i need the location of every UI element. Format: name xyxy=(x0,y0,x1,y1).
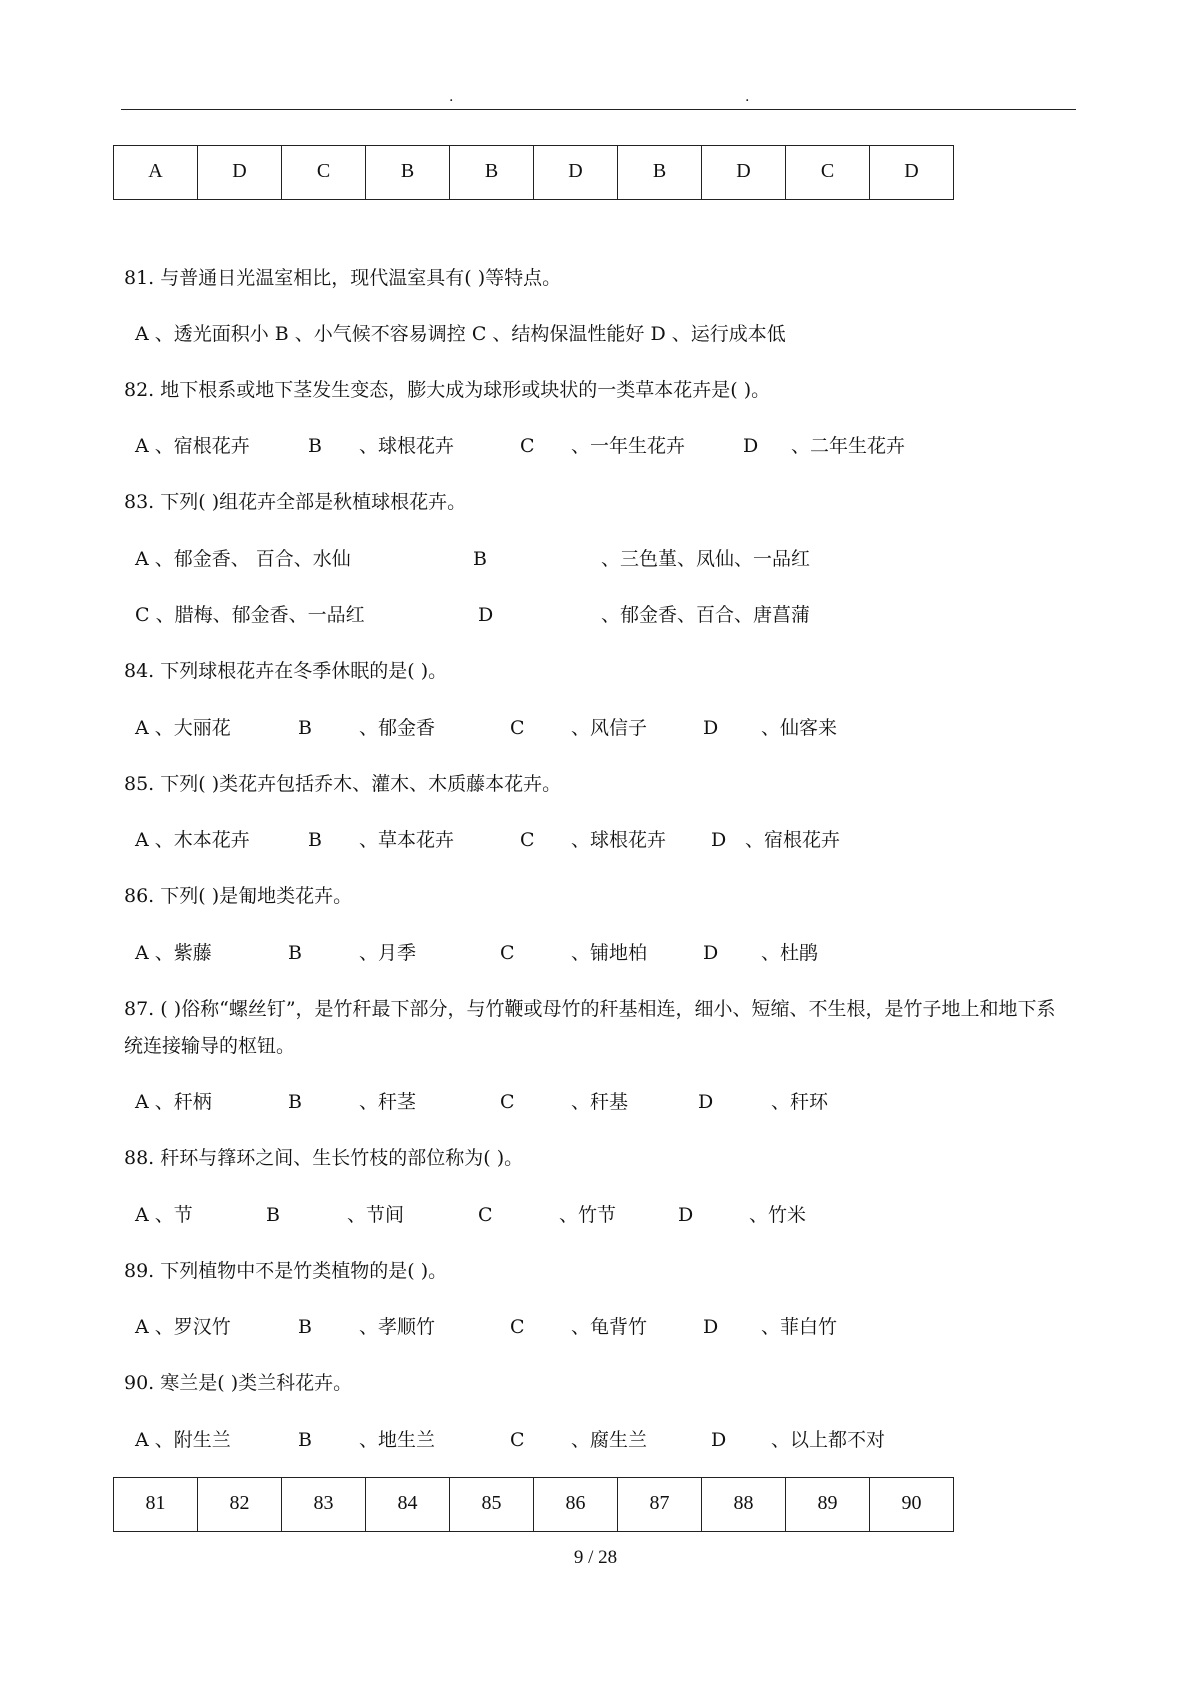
number-cell: 81 xyxy=(114,1478,198,1532)
number-cell: 82 xyxy=(198,1478,282,1532)
options-84 xyxy=(135,717,935,741)
option-d: 、宿根花卉 xyxy=(745,829,841,851)
page-header xyxy=(0,90,1191,110)
option-d: 、菲白竹 xyxy=(761,1316,838,1338)
option-b: 、孝顺竹 xyxy=(359,1316,436,1338)
option-b: 、三色堇、凤仙、一品红 xyxy=(601,548,811,570)
option-b-letter: B xyxy=(308,829,322,851)
options-85 xyxy=(135,829,935,853)
answer-cell: B xyxy=(450,146,534,200)
option-c: 、秆基 xyxy=(571,1091,629,1113)
option-b-letter: B xyxy=(266,1204,280,1226)
answer-cell: D xyxy=(534,146,618,200)
option-c: 、铺地柏 xyxy=(571,942,648,964)
option-c: 、风信子 xyxy=(571,717,648,739)
answer-cell: B xyxy=(618,146,702,200)
option-a: A 、木本花卉 xyxy=(135,829,250,851)
option-c-letter: C xyxy=(520,435,535,457)
option-b-letter: B xyxy=(473,548,487,570)
answer-cell: D xyxy=(702,146,786,200)
option-c-letter: C xyxy=(500,942,515,964)
options-82 xyxy=(135,435,935,459)
options-88 xyxy=(135,1204,935,1228)
option-d: 、仙客来 xyxy=(761,717,838,739)
number-cell: 84 xyxy=(366,1478,450,1532)
option-d-letter: D xyxy=(678,1204,694,1226)
question-82: 82. 地下根系或地下茎发生变态，膨大成为球形或块状的一类草本花卉是( )。 xyxy=(124,379,771,401)
option-b-letter: B xyxy=(288,942,302,964)
option-d-letter: D xyxy=(711,829,727,851)
question-90: 90. 寒兰是( )类兰科花卉。 xyxy=(124,1372,353,1394)
option-c-letter: C xyxy=(520,829,535,851)
options-87 xyxy=(135,1091,935,1115)
option-c: C 、腊梅、郁金香、一品红 xyxy=(135,604,365,626)
option-d: 、竹米 xyxy=(749,1204,807,1226)
option-d: 、秆环 xyxy=(771,1091,829,1113)
option-d-letter: D xyxy=(743,435,759,457)
answer-cell: B xyxy=(366,146,450,200)
question-86: 86. 下列( )是匍地类花卉。 xyxy=(124,885,353,907)
page-number: 9 / 28 xyxy=(573,1547,618,1568)
option-b: 、月季 xyxy=(359,942,417,964)
option-a: A 、秆柄 xyxy=(135,1091,212,1113)
header-rule xyxy=(121,109,1076,110)
option-a: A 、郁金香、 百合、水仙 xyxy=(135,548,351,570)
option-c-letter: C xyxy=(510,1429,525,1451)
number-cell: 85 xyxy=(450,1478,534,1532)
number-cell: 86 xyxy=(534,1478,618,1532)
question-84: 84. 下列球根花卉在冬季休眠的是( )。 xyxy=(124,660,448,682)
options-83-row1 xyxy=(135,548,935,572)
option-a: A 、紫藤 xyxy=(135,942,212,964)
option-b: 、草本花卉 xyxy=(359,829,455,851)
option-b-letter: B xyxy=(298,717,312,739)
option-c: 、球根花卉 xyxy=(571,829,667,851)
number-cell: 88 xyxy=(702,1478,786,1532)
question-83: 83. 下列( )组花卉全部是秋植球根花卉。 xyxy=(124,491,467,513)
number-cell: 83 xyxy=(282,1478,366,1532)
options-90 xyxy=(135,1429,935,1453)
option-c-letter: C xyxy=(478,1204,493,1226)
option-c-letter: C xyxy=(510,717,525,739)
answer-cell: D xyxy=(198,146,282,200)
options-86 xyxy=(135,942,935,966)
option-d: 、杜鹃 xyxy=(761,942,819,964)
header-dot-right: . xyxy=(745,89,750,105)
options-81: A 、透光面积小 B 、小气候不容易调控 C 、结构保温性能好 D 、运行成本低 xyxy=(135,323,786,345)
table-row xyxy=(114,1478,954,1532)
option-b: 、地生兰 xyxy=(359,1429,436,1451)
option-c: 、龟背竹 xyxy=(571,1316,648,1338)
answer-table xyxy=(113,145,954,200)
option-b-letter: B xyxy=(308,435,322,457)
option-d: 、郁金香、百合、唐菖蒲 xyxy=(601,604,811,626)
options-83-row2 xyxy=(135,604,935,628)
option-a: A 、罗汉竹 xyxy=(135,1316,231,1338)
number-cell: 89 xyxy=(786,1478,870,1532)
option-b-letter: B xyxy=(298,1316,312,1338)
option-a: A 、附生兰 xyxy=(135,1429,231,1451)
answer-cell: A xyxy=(114,146,198,200)
option-a: A 、大丽花 xyxy=(135,717,231,739)
answer-cell: D xyxy=(870,146,954,200)
option-a: A 、节 xyxy=(135,1204,193,1226)
option-b-letter: B xyxy=(298,1429,312,1451)
option-d-letter: D xyxy=(703,942,719,964)
option-b: 、节间 xyxy=(347,1204,405,1226)
option-c: 、竹节 xyxy=(559,1204,617,1226)
option-d: 、二年生花卉 xyxy=(791,435,906,457)
answer-cell: C xyxy=(786,146,870,200)
number-cell: 90 xyxy=(870,1478,954,1532)
option-d-letter: D xyxy=(711,1429,727,1451)
header-dot-left: . xyxy=(449,89,454,105)
question-number-table xyxy=(113,1477,954,1532)
question-87: 87. ( )俗称“螺丝钉”，是竹秆最下部分，与竹鞭或母竹的秆基相连，细小、短缩、不生根，是竹子地上和地下系统连接输导的枢钮。 xyxy=(124,998,1056,1057)
option-b: 、秆茎 xyxy=(359,1091,417,1113)
option-d-letter: D xyxy=(703,1316,719,1338)
option-b: 、郁金香 xyxy=(359,717,436,739)
question-85: 85. 下列( )类花卉包括乔木、灌木、木质藤本花卉。 xyxy=(124,773,562,795)
option-d: 、以上都不对 xyxy=(771,1429,886,1451)
number-cell: 87 xyxy=(618,1478,702,1532)
option-c-letter: C xyxy=(510,1316,525,1338)
table-row xyxy=(114,146,954,200)
option-d-letter: D xyxy=(703,717,719,739)
option-c-letter: C xyxy=(500,1091,515,1113)
option-b: 、球根花卉 xyxy=(359,435,455,457)
answer-cell: C xyxy=(282,146,366,200)
option-b-letter: B xyxy=(288,1091,302,1113)
option-d-letter: D xyxy=(478,604,494,626)
question-88: 88. 秆环与箨环之间、生长竹枝的部位称为( )。 xyxy=(124,1147,524,1169)
option-c: 、腐生兰 xyxy=(571,1429,648,1451)
options-89 xyxy=(135,1316,935,1340)
option-a: A 、宿根花卉 xyxy=(135,435,250,457)
question-89: 89. 下列植物中不是竹类植物的是( )。 xyxy=(124,1260,448,1282)
question-81: 81. 与普通日光温室相比，现代温室具有( )等特点。 xyxy=(124,267,562,289)
option-d-letter: D xyxy=(698,1091,714,1113)
option-c: 、一年生花卉 xyxy=(571,435,686,457)
